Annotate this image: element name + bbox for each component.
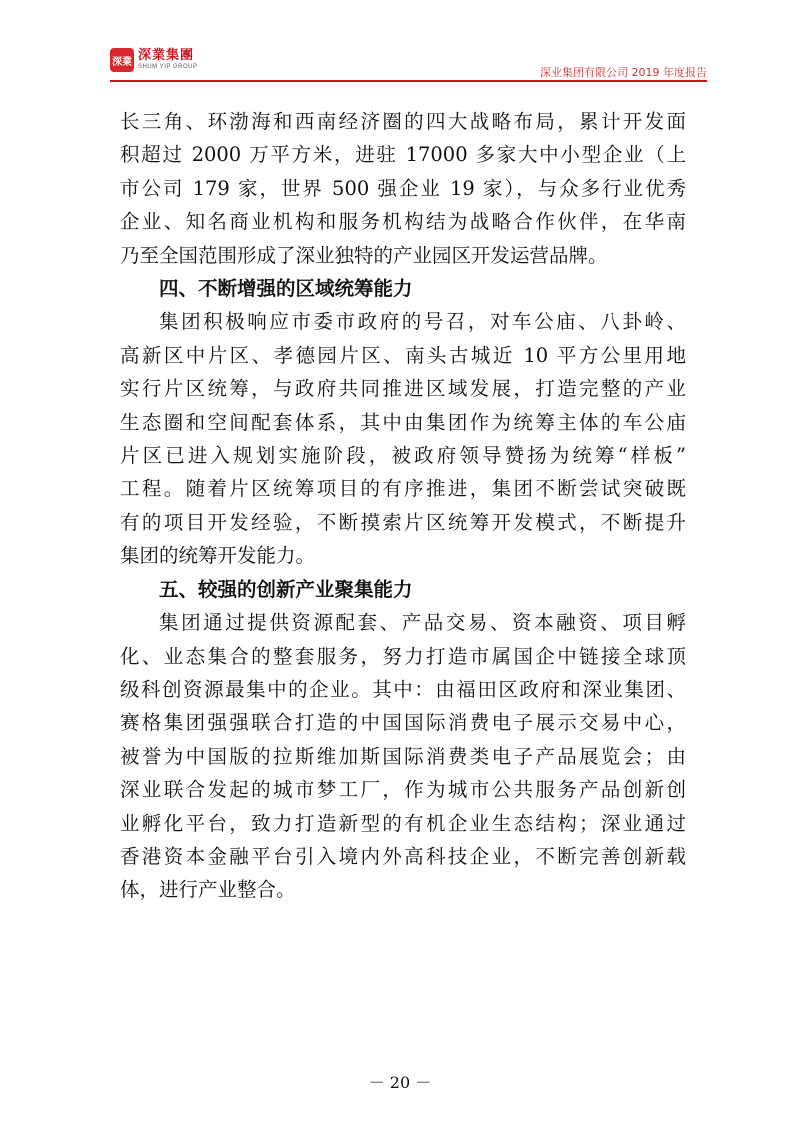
text-line: 化、业态集合的整套服务，努力打造市属国企中链接全球顶 [120,644,686,668]
text-line: 香港资本金融平台引入境内外高科技企业，不断完善创新载 [120,844,686,868]
section-heading: 四、不断增强的区域统筹能力 [159,277,413,301]
text-line: 业孵化平台，致力打造新型的有机企业生态结构；深业通过 [120,811,686,835]
header-divider [110,80,707,82]
text-line: 积超过 2000 万平方米，进驻 17000 多家大中小型企业（上 [120,143,686,167]
page-header [110,48,707,82]
company-logo [110,48,197,72]
text-line: 实行片区统筹，与政府共同推进区域发展，打造完整的产业 [120,377,686,401]
text-line: 集团积极响应市委市政府的号召，对车公庙、八卦岭、 [159,310,686,334]
text-line: 高新区中片区、孝德园片区、南头古城近 10 平方公里用地 [120,343,686,367]
logo-chinese-name: 深業集團 [138,48,195,63]
text-line: 片区已进入规划实施阶段，被政府领导赞扬为统筹“样板” [120,444,686,468]
text-line: 乃至全国范围形成了深业独特的产业园区开发运营品牌。 [120,243,608,267]
text-line: 深业联合发起的城市梦工厂，作为城市公共服务产品创新创 [120,778,686,802]
text-line: 赛格集团强强联合打造的中国国际消费电子展示交易中心， [120,711,686,735]
logo-mark-icon: 深業 [110,48,134,72]
text-line: 生态圈和空间配套体系，其中由集团作为统筹主体的车公庙 [120,410,686,434]
text-line: 工程。随着片区统筹项目的有序推进，集团不断尝试突破既 [120,477,686,501]
body-text [120,105,686,907]
logo-english-name: SHUM YIP GROUP [138,64,198,70]
text-line: 被誉为中国版的拉斯维加斯国际消费类电子产品展览会；由 [120,744,686,768]
text-line: 企业、知名商业机构和服务机构结为战略合作伙伴，在华南 [120,210,686,234]
text-line: 体，进行产业整合。 [120,878,296,902]
text-line: 级科创资源最集中的企业。其中：由福田区政府和深业集团、 [120,677,686,701]
report-title: 深业集团有限公司 2019 年度报告 [540,66,707,79]
page-number: － 20 － [368,1073,432,1092]
text-line: 长三角、环渤海和西南经济圈的四大战略布局，累计开发面 [120,110,686,133]
text-line: 集团通过提供资源配套、产品交易、资本融资、项目孵 [159,611,686,635]
text-line: 集团的统筹开发能力。 [120,544,316,568]
text-line: 有的项目开发经验，不断摸索片区统筹开发模式，不断提升 [120,510,686,534]
text-line: 市公司 179 家，世界 500 强企业 19 家），与众多行业优秀 [120,176,686,200]
section-heading: 五、较强的创新产业聚集能力 [159,577,413,601]
